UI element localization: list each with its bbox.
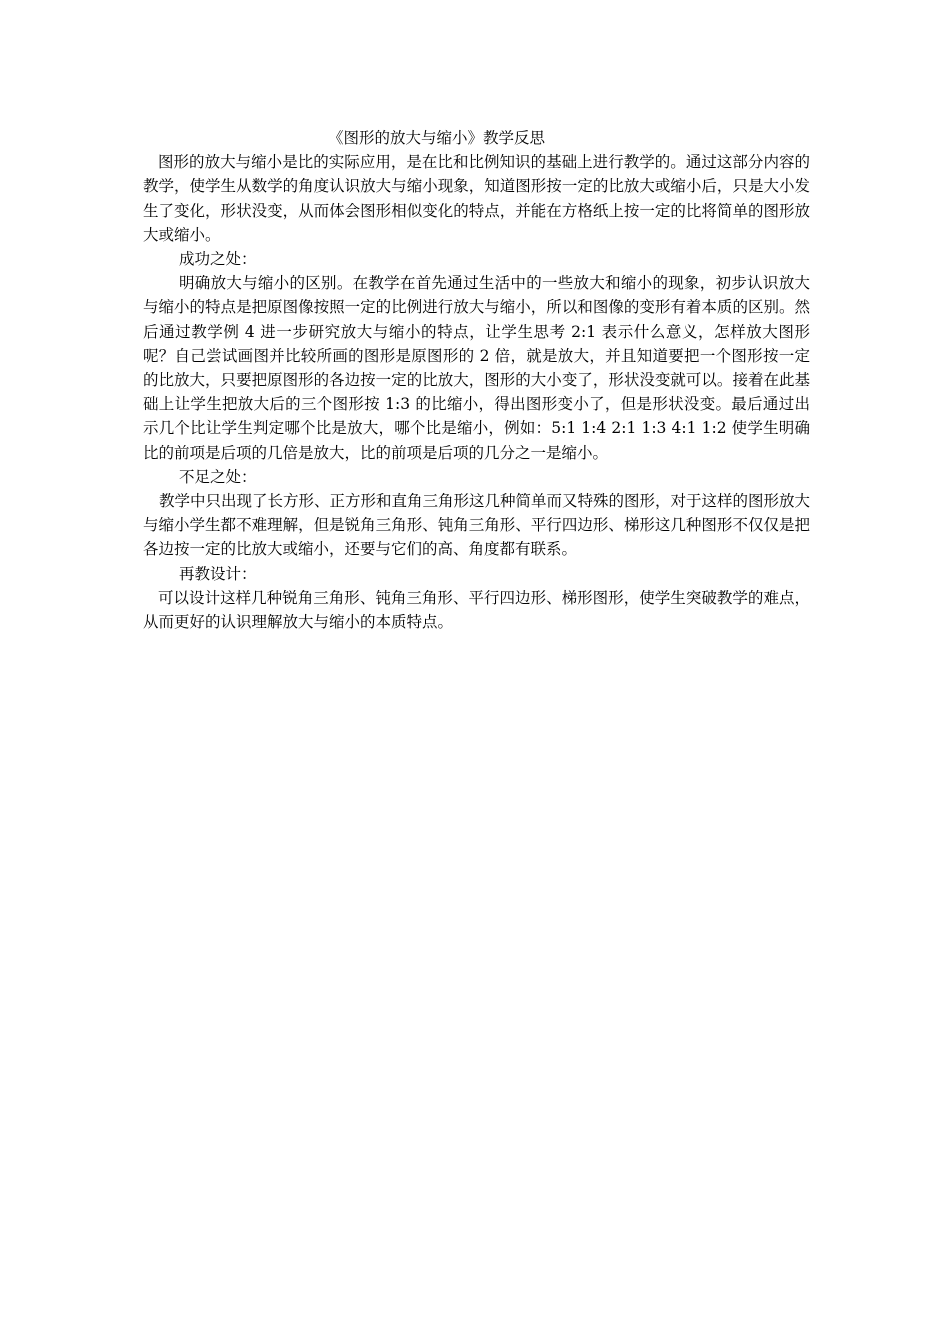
heading-redesign: 再教设计： bbox=[179, 564, 257, 583]
heading-successes: 成功之处： bbox=[179, 250, 257, 269]
paragraph-shortcomings: 教学中只出现了长方形、正方形和直角三角形这几种简单而又特殊的图形，对于这样的图形放大与缩小学生都不难理解，但是锐角三角形、钝角三角形、平行四边形、梯形这几种图形不仅仅是把各边按一定的比放大或缩小，还要与它们的高、角度都有联系。 bbox=[143, 492, 811, 559]
paragraph-redesign: 可以设计这样几种锐角三角形、钝角三角形、平行四边形、梯形图形，使学生突破教学的难点，从而更好的认识理解放大与缩小的本质特点。 bbox=[143, 588, 810, 632]
paragraph-intro: 图形的放大与缩小是比的实际应用，是在比和比例知识的基础上进行教学的。通过这部分内容的教学，使学生从数学的角度认识放大与缩小现象，知道图形按一定的比放大或缩小后，只是大小发生了变化，形状没变，从而体会图形相似变化的特点，并能在方格纸上按一定的比将简单的图形放大或缩小。 bbox=[143, 153, 810, 244]
document-body bbox=[143, 126, 810, 634]
paragraph-successes: 明确放大与缩小的区别。在教学在首先通过生活中的一些放大和缩小的现象，初步认识放大与缩小的特点是把原图像按照一定的比例进行放大与缩小，所以和图像的变形有着本质的区别。然后通过教学例 4 进一步研究放大与缩小的特点，让学生思考 2:1 表示什么意义，怎样放大图形呢？自己尝试画图并比较所画的图形是原图形的 2 倍，就是放大，并且知道要把一个图形按一定的比放大，只要把原图形的各边按一定的比放大，图形的大小变了，形状没变就可以。接着在此基础上让学生把放大后的三个图形按 1:3 的比缩小，得出图形变小了，但是形状没变。最后通过出示几个比让学生判定哪个比是放大，哪个比是缩小，例如：5:1 1:4 2:1 1:3 4:1 1:2 使学生明确比的前项是后项的几倍是放大，比的前项是后项的几分之一是缩小。 bbox=[143, 274, 810, 462]
document-title: 《图形的放大与缩小》教学反思 bbox=[328, 129, 546, 147]
heading-shortcomings: 不足之处： bbox=[179, 467, 257, 486]
